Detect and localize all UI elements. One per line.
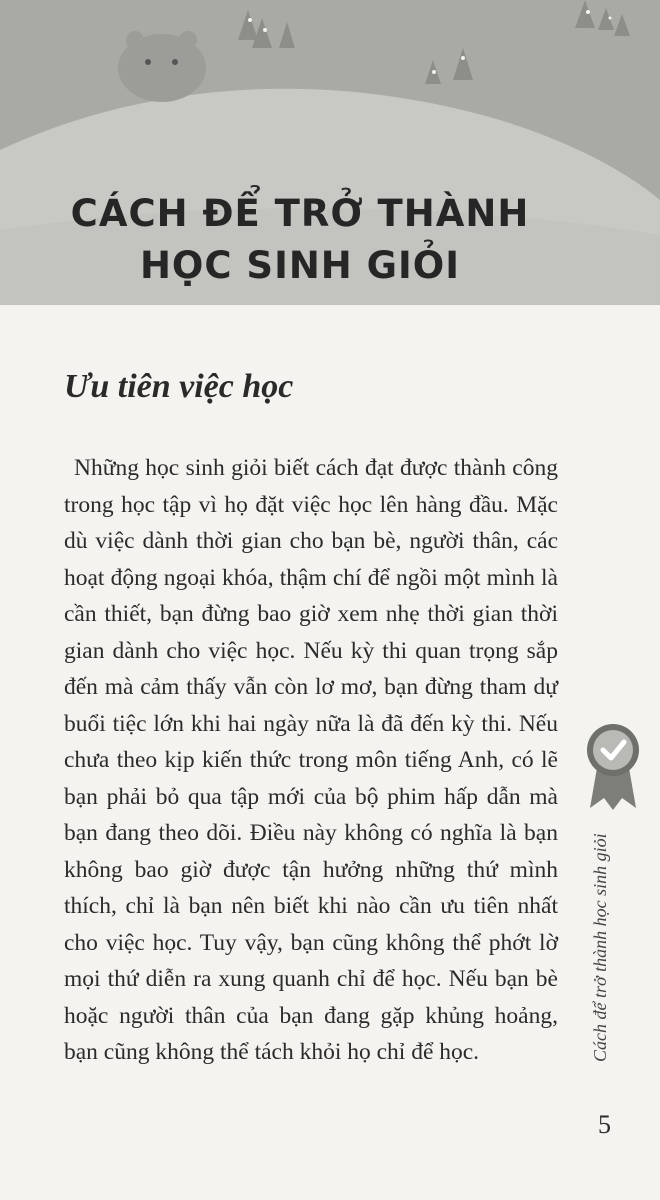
sidebar (580, 722, 644, 1102)
chapter-title (0, 188, 600, 292)
body-paragraph: Những học sinh giỏi biết cách đạt được thành công trong học tập vì họ đặt việc học lên hàng đầu. Mặc dù việc dành thời gian cho bạn bè, người thân, các hoạt động ngoại khóa, thậm chí để ngồi một mình là cần thiết, bạn đừng bao giờ xem nhẹ thời gian thời gian dành cho việc học. Nếu kỳ thi quan trọng sắp đến mà cảm thấy vẫn còn lơ mơ, bạn đừng tham dự buổi tiệc lớn khi hai ngày nữa là đã đến kỳ thi. Nếu chưa theo kịp kiến thức trong môn tiếng Anh, có lẽ bạn phải bỏ qua tập mới của bộ phim hấp dẫn mà bạn đang theo dõi. Điều này không có nghĩa là bạn không bao giờ được tận hưởng những thứ mình thích, chỉ là bạn nên biết khi nào cần ưu tiên nhất cho việc học. Tuy vậy, bạn cũng không thể phớt lờ mọi thứ diễn ra xung quanh chỉ để học. Nếu bạn bè hoặc người thân của bạn đang gặp khủng hoảng, bạn cũng không thể tách khỏi họ chỉ để học. (64, 455, 558, 1065)
chapter-header-illustration (0, 0, 660, 305)
creature-icon (118, 31, 206, 102)
checkmark-ribbon-badge-icon (586, 722, 640, 812)
chapter-title-line-2: HỌC SINH GIỎI (139, 244, 461, 287)
running-title: Cách để trở thành học sinh giỏi (590, 833, 610, 1063)
chapter-title-line-1: CÁCH ĐỂ TRỞ THÀNH (70, 192, 530, 235)
page-number: 5 (598, 1110, 611, 1139)
section-heading: Ưu tiên việc học (64, 368, 294, 405)
